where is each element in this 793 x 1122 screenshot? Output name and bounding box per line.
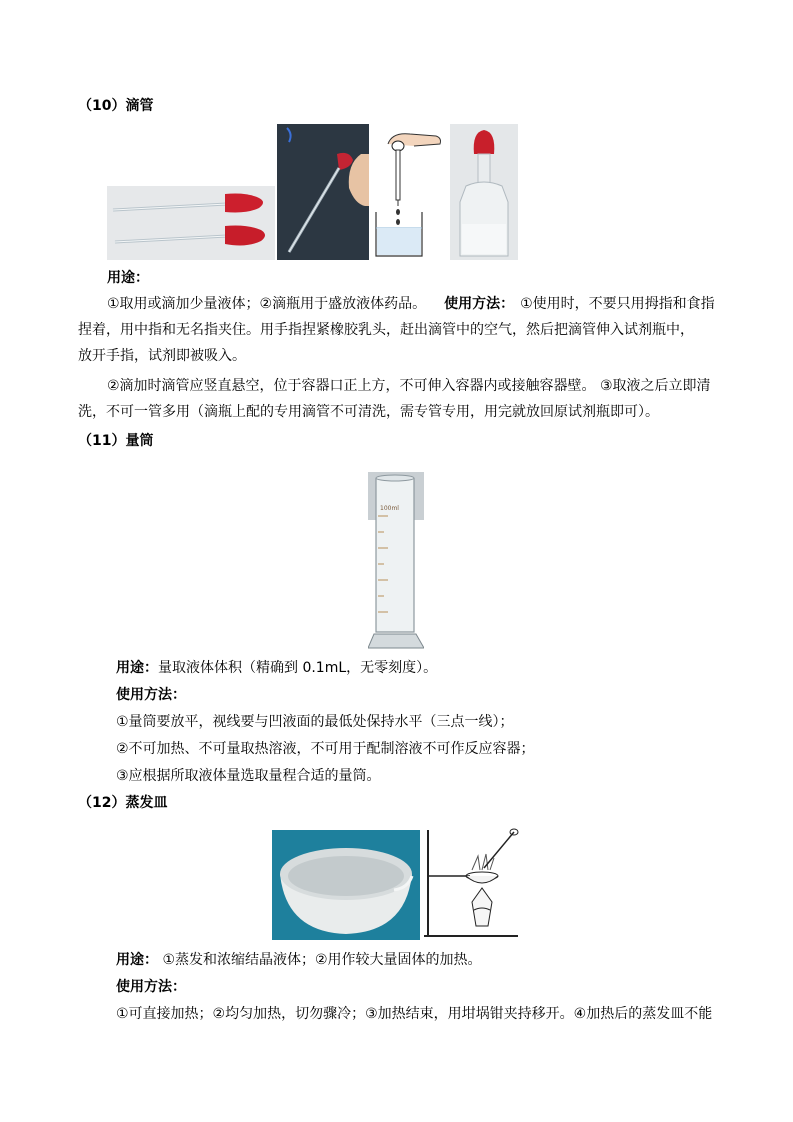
evaporation-setup-diagram bbox=[422, 826, 522, 942]
dropper-line-3: 放开手指，试剂即被吸入。 bbox=[78, 348, 246, 364]
cylinder-usage-text: 量取液体体积（精确到 0.1mL，无零刻度）。 bbox=[158, 660, 438, 676]
dropper-method-text: ①使用时，不要只用拇指和食指 bbox=[520, 296, 715, 312]
cylinder-label: 100ml bbox=[380, 505, 399, 512]
dish-usage-label: 用途： bbox=[116, 952, 158, 968]
cylinder-method-label bbox=[116, 685, 186, 705]
cylinder-usage-line bbox=[116, 658, 437, 678]
dropper-usage-text: ①取用或滴加少量液体；②滴瓶用于盛放液体药品。 bbox=[107, 296, 427, 312]
evaporating-dish-photo bbox=[272, 830, 420, 940]
dropper-line-4: ②滴加时滴管应竖直悬空，位于容器口正上方，不可伸入容器内或接触容器壁。 ③取液之后立即清 bbox=[107, 378, 711, 394]
dropper-line-5: 洗，不可一管多用（滴瓶上配的专用滴管不可清洗，需专管专用，用完就放回原试剂瓶即可）。 bbox=[78, 404, 659, 420]
heading-dropper: （10）滴管 bbox=[78, 98, 154, 114]
heading-cylinder: （11）量筒 bbox=[78, 433, 154, 449]
heading-evaporating-dish: （12）蒸发皿 bbox=[78, 795, 168, 811]
dropper-method-label: 使用方法： bbox=[444, 296, 515, 312]
dropper-line-2: 捏着，用中指和无名指夹住。用手指捏紧橡胶乳头，赶出滴管中的空气，然后把滴管伸入试剂瓶中， bbox=[78, 322, 694, 338]
cylinder-method-2: ②不可加热、不可量取热溶液，不可用于配制溶液不可作反应容器； bbox=[116, 741, 535, 757]
usage-label-text: 用途： bbox=[107, 270, 149, 286]
dish-usage-line bbox=[116, 950, 482, 970]
dropper-line-1 bbox=[107, 294, 715, 314]
dish-method-label-text: 使用方法： bbox=[116, 979, 186, 995]
dropper-beaker-diagram bbox=[370, 124, 448, 260]
droppers-photo bbox=[107, 186, 275, 260]
dish-method-1: ①可直接加热；②均匀加热，切勿骤冷；③加热结束，用坩埚钳夹持移开。④加热后的蒸发皿不能 bbox=[116, 1006, 713, 1022]
dropper-usage-label bbox=[107, 268, 149, 288]
cylinder-method-label-text: 使用方法： bbox=[116, 687, 186, 703]
cylinder-usage-label: 用途： bbox=[116, 660, 158, 676]
cylinder-method-1: ①量筒要放平，视线要与凹液面的最低处保持水平（三点一线）； bbox=[116, 714, 514, 730]
graduated-cylinder-photo bbox=[368, 472, 424, 650]
cylinder-method-3: ③应根据所取液体量选取量程合适的量筒。 bbox=[116, 768, 381, 784]
dish-usage-text: ①蒸发和浓缩结晶液体；②用作较大量固体的加热。 bbox=[158, 952, 482, 968]
dish-method-label bbox=[116, 977, 186, 997]
dropper-hand-photo bbox=[277, 124, 369, 260]
dropping-bottle-photo bbox=[450, 124, 518, 260]
